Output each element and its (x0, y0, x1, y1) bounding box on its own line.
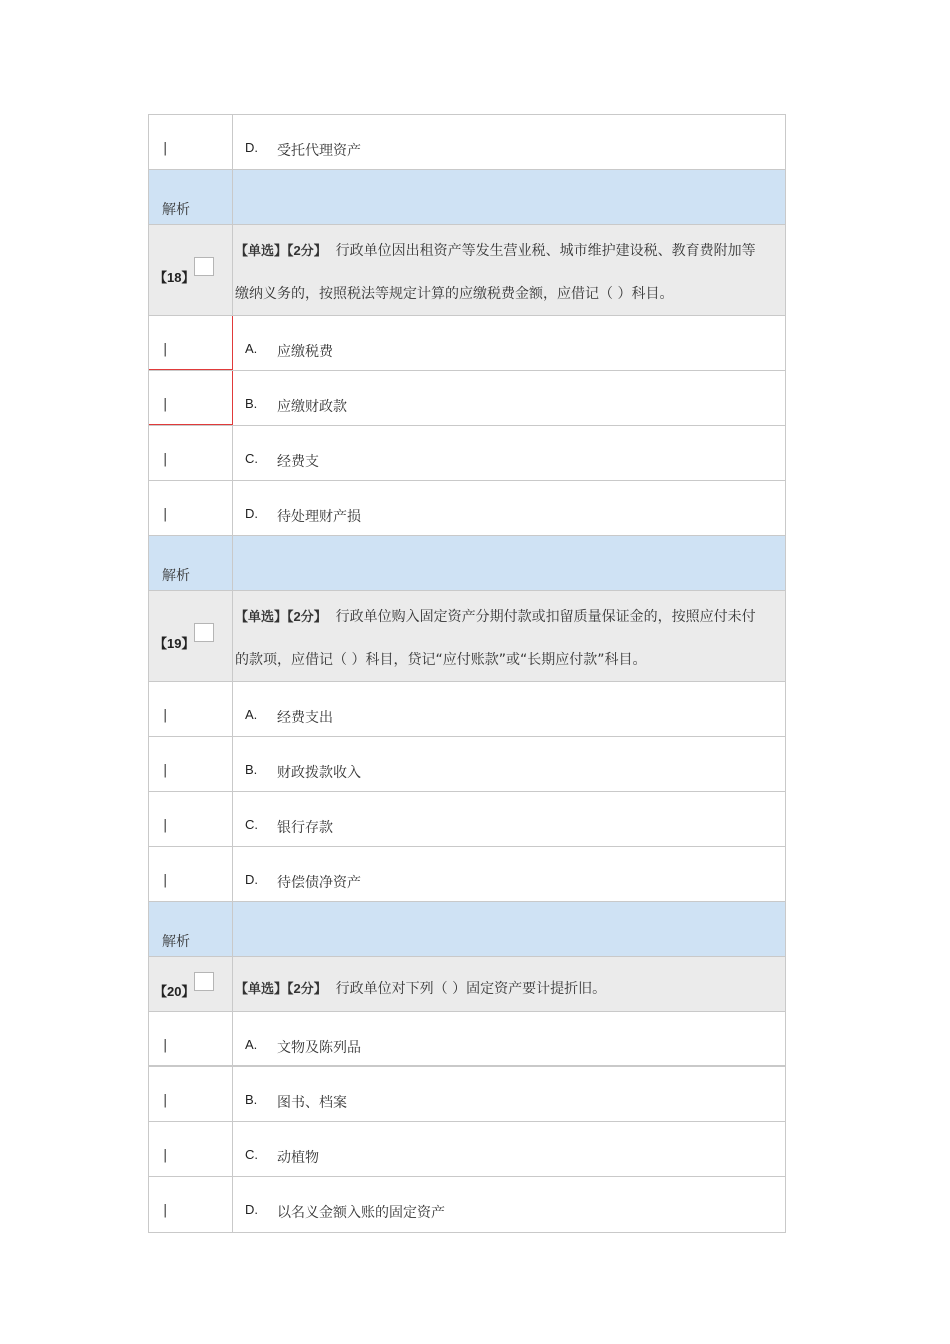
option-bar: | (163, 1148, 168, 1163)
option-bar-cell (149, 371, 233, 425)
option-row-18c[interactable] (149, 426, 785, 481)
option-cell (233, 115, 785, 169)
question-tag: 【单选】【2分】 (235, 243, 327, 258)
analysis-content (233, 536, 785, 590)
option-text: 银行存款 (277, 820, 333, 836)
question-text: 行政单位购入固定资产分期付款或扣留质量保证金的，按照应付未付 (335, 609, 756, 625)
analysis-label-cell (149, 536, 233, 590)
option-bar: | (163, 342, 168, 357)
option-bar: | (163, 818, 168, 833)
question-text: 行政单位因出租资产等发生营业税、城市维护建设税、教育费附加等 (335, 243, 756, 259)
option-bar-cell (149, 115, 233, 169)
option-cell (233, 847, 785, 901)
question-text-line2: 的款项，应借记（ ）科目，贷记“应付账款”或“长期应付款”科目。 (235, 652, 647, 668)
question-number: 【19】 (154, 636, 195, 651)
analysis-content (233, 170, 785, 224)
option-text: 文物及陈列品 (277, 1040, 361, 1056)
option-letter: C. (245, 451, 258, 466)
option-bar: | (163, 1093, 168, 1108)
option-row-18b[interactable] (149, 371, 785, 426)
question-checkbox[interactable] (194, 972, 214, 991)
option-cell (233, 371, 785, 425)
analysis-label: 解析 (162, 568, 190, 584)
option-letter: B. (245, 1092, 258, 1107)
option-letter: C. (245, 1147, 258, 1162)
option-text: 待偿债净资产 (277, 875, 361, 891)
option-bar-cell (149, 847, 233, 901)
option-bar: | (163, 1203, 168, 1218)
option-text: 经费支出 (277, 710, 333, 726)
option-cell (233, 1012, 785, 1065)
question-number-cell (149, 225, 233, 315)
option-bar: | (163, 1038, 168, 1053)
option-cell (233, 682, 785, 736)
analysis-row-19[interactable] (149, 902, 785, 957)
option-row-19c[interactable] (149, 792, 785, 847)
question-number: 【20】 (154, 984, 195, 999)
option-letter: B. (245, 762, 258, 777)
option-cell (233, 792, 785, 846)
option-letter: B. (245, 396, 258, 411)
option-row-19b[interactable] (149, 737, 785, 792)
question-text-cell (233, 225, 785, 315)
question-sheet (148, 114, 786, 1233)
option-letter: D. (245, 140, 258, 155)
option-bar-cell (149, 682, 233, 736)
option-cell (233, 1122, 785, 1176)
analysis-row-18[interactable] (149, 536, 785, 591)
option-cell (233, 481, 785, 535)
question-checkbox[interactable] (194, 257, 214, 276)
question-number: 【18】 (154, 270, 195, 285)
option-text: 受托代理资产 (277, 143, 361, 159)
option-row-19d[interactable] (149, 847, 785, 902)
option-letter: A. (245, 707, 258, 722)
option-bar: | (163, 708, 168, 723)
option-letter: A. (245, 1037, 258, 1052)
option-letter: A. (245, 341, 258, 356)
question-text-cell (233, 591, 785, 681)
question-row-19 (149, 591, 785, 682)
option-text: 图书、档案 (277, 1095, 347, 1111)
question-row-20 (149, 957, 785, 1012)
option-bar: | (163, 763, 168, 778)
analysis-row-17[interactable] (149, 170, 785, 225)
option-bar-cell (149, 1067, 233, 1121)
question-row-18 (149, 225, 785, 316)
option-row-20c[interactable] (149, 1122, 785, 1177)
option-row-19a[interactable] (149, 682, 785, 737)
option-bar: | (163, 452, 168, 467)
question-checkbox[interactable] (194, 623, 214, 642)
question-text-cell (233, 957, 785, 1011)
option-text: 动植物 (277, 1150, 319, 1166)
option-row-20a[interactable] (149, 1012, 785, 1067)
option-bar: | (163, 873, 168, 888)
analysis-label-cell (149, 902, 233, 956)
analysis-content (233, 902, 785, 956)
option-cell (233, 1177, 785, 1232)
question-text-line2: 缴纳义务的，按照税法等规定计算的应缴税费金额，应借记（ ）科目。 (235, 286, 674, 302)
option-row-17d[interactable] (149, 115, 785, 170)
option-letter: D. (245, 872, 258, 887)
option-bar: | (163, 397, 168, 412)
option-cell (233, 426, 785, 480)
option-text: 经费支 (277, 454, 319, 470)
option-text: 财政拨款收入 (277, 765, 361, 781)
option-bar-cell (149, 316, 233, 370)
option-letter: C. (245, 817, 258, 832)
option-row-18a[interactable] (149, 316, 785, 371)
option-bar: | (163, 507, 168, 522)
option-cell (233, 737, 785, 791)
analysis-label: 解析 (162, 202, 190, 218)
question-tag: 【单选】【2分】 (235, 609, 327, 624)
option-bar-cell (149, 737, 233, 791)
question-number-cell (149, 957, 233, 1011)
option-bar-cell (149, 792, 233, 846)
analysis-label: 解析 (162, 934, 190, 950)
option-bar-cell (149, 1012, 233, 1065)
question-number-cell (149, 591, 233, 681)
question-tag: 【单选】【2分】 (235, 981, 327, 996)
option-bar-cell (149, 1122, 233, 1176)
option-text: 应缴税费 (277, 344, 333, 360)
option-row-18d[interactable] (149, 481, 785, 536)
question-text-line1 (235, 963, 777, 1015)
question-text: 行政单位对下列（ ）固定资产要计提折旧。 (335, 981, 607, 997)
option-text: 应缴财政款 (277, 399, 347, 415)
option-text: 待处理财产损 (277, 509, 361, 525)
option-letter: D. (245, 1202, 258, 1217)
option-row-20d[interactable] (149, 1177, 785, 1232)
option-cell (233, 1067, 785, 1121)
option-cell (233, 316, 785, 370)
analysis-label-cell (149, 170, 233, 224)
option-bar-cell (149, 426, 233, 480)
option-text: 以名义金额入账的固定资产 (277, 1205, 445, 1221)
option-letter: D. (245, 506, 258, 521)
option-bar-cell (149, 481, 233, 535)
option-row-20b[interactable] (149, 1067, 785, 1122)
option-bar-cell (149, 1177, 233, 1232)
option-bar: | (163, 141, 168, 156)
